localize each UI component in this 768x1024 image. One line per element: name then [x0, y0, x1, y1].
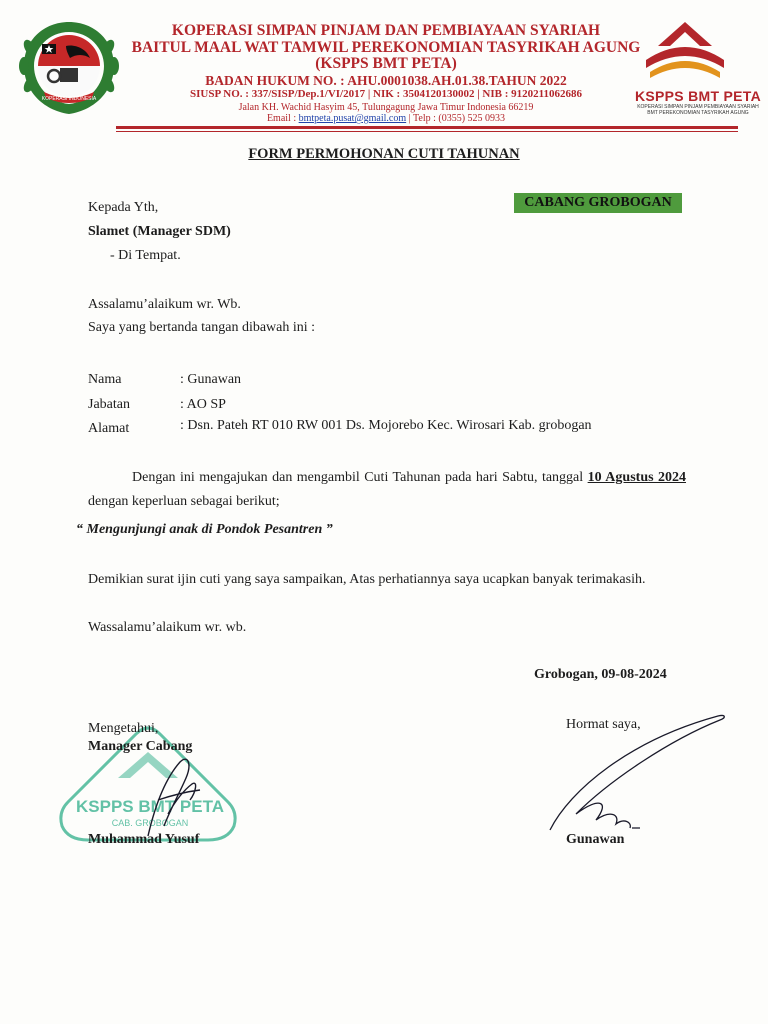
request-tail: dengan keperluan sebagai berikut;: [88, 494, 280, 509]
stamp-title: KSPPS BMT PETA: [76, 797, 224, 816]
field-label-alamat: Alamat: [88, 421, 130, 436]
letterhead-divider: [116, 126, 738, 129]
letterhead-cooperative-type: KOPERASI SIMPAN PINJAM DAN PEMBIAYAAN SYARIAH: [171, 22, 601, 39]
place-date: Grobogan, 09-08-2024: [534, 667, 667, 682]
branch-badge: CABANG GROBOGAN: [514, 193, 682, 213]
leave-purpose: “ Mengunjungi anak di Pondok Pesantren ”: [76, 522, 333, 537]
left-sign-caption: Mengetahui,: [88, 721, 159, 736]
field-value-jabatan: : AO SP: [180, 397, 226, 412]
right-sign-caption: Hormat saya,: [566, 717, 641, 732]
phone-text: | Telp : (0355) 525 0933: [406, 113, 506, 124]
greeting: Assalamu’alaikum wr. Wb.: [88, 297, 241, 312]
addressee-salutation: Kepada Yth,: [88, 200, 159, 215]
stamp-subtitle: CAB. GROBOGAN: [111, 818, 189, 828]
letterhead-registration-numbers: SIUSP NO. : 337/SISP/Dep.1/VI/2017 | NIK : 3504120130002 | NIB : 9120211062686: [189, 88, 583, 100]
intro-text: Saya yang bertanda tangan dibawah ini :: [88, 320, 316, 335]
left-sign-name: Muhammad Yusuf: [88, 832, 200, 847]
left-sign-role: Manager Cabang: [88, 739, 193, 754]
leave-date: 10 Agustus 2024: [587, 470, 687, 485]
letterhead-divider-thin: [116, 131, 738, 132]
field-label-jabatan: Jabatan: [88, 397, 130, 412]
letterhead-contact: [124, 113, 648, 124]
form-title: FORM PERMOHONAN CUTI TAHUNAN: [248, 146, 520, 162]
koperasi-indonesia-logo-icon: [14, 18, 124, 118]
letterhead-institution-name: BAITUL MAAL WAT TAMWIL PEREKONOMIAN TASYRIKAH AGUNG: [131, 39, 641, 56]
farewell: Wassalamu’alaikum wr. wb.: [88, 620, 247, 635]
applicant-signature: [540, 710, 740, 840]
recipient-name: Slamet (Manager SDM): [88, 224, 231, 239]
letterhead-address: Jalan KH. Wachid Hasyim 45, Tulungagung Jawa Timur Indonesia 66219: [238, 102, 534, 113]
letterhead-legal-entity: BADAN HUKUM NO. : AHU.0001038.AH.01.38.TAHUN 2022: [205, 73, 567, 88]
brand-name: KSPPS BMT PETA: [634, 88, 762, 104]
email-label: Email :: [266, 113, 299, 124]
email-link[interactable]: bmtpeta.pusat@gmail.com: [298, 113, 407, 124]
field-value-nama: : Gunawan: [180, 372, 242, 387]
recipient-place: - Di Tempat.: [110, 248, 181, 263]
brand-subtitle: KOPERASI SIMPAN PINJAM PEMBIAYAAN SYARIAH BMT PEREKONOMIAN TASYRIKAH AGUNG: [637, 104, 759, 116]
left-logo-caption: KOPERASI INDONESIA: [41, 96, 97, 102]
request-text: Dengan ini mengajukan dan mengambil Cuti Tahunan pada hari Sabtu, tanggal: [132, 470, 584, 485]
request-paragraph: [88, 466, 686, 514]
bmt-peta-logo-icon: [640, 20, 730, 86]
field-value-alamat: : Dsn. Pateh RT 010 RW 001 Ds. Mojorebo Kec. Wirosari Kab. grobogan: [180, 418, 592, 433]
closing-text: Demikian surat ijin cuti yang saya sampaikan, Atas perhatiannya saya ucapkan banyak terimakasih.: [88, 572, 646, 587]
right-sign-name: Gunawan: [566, 832, 625, 847]
field-label-nama: Nama: [88, 372, 122, 387]
letterhead-short-name: (KSPPS BMT PETA): [315, 55, 457, 72]
